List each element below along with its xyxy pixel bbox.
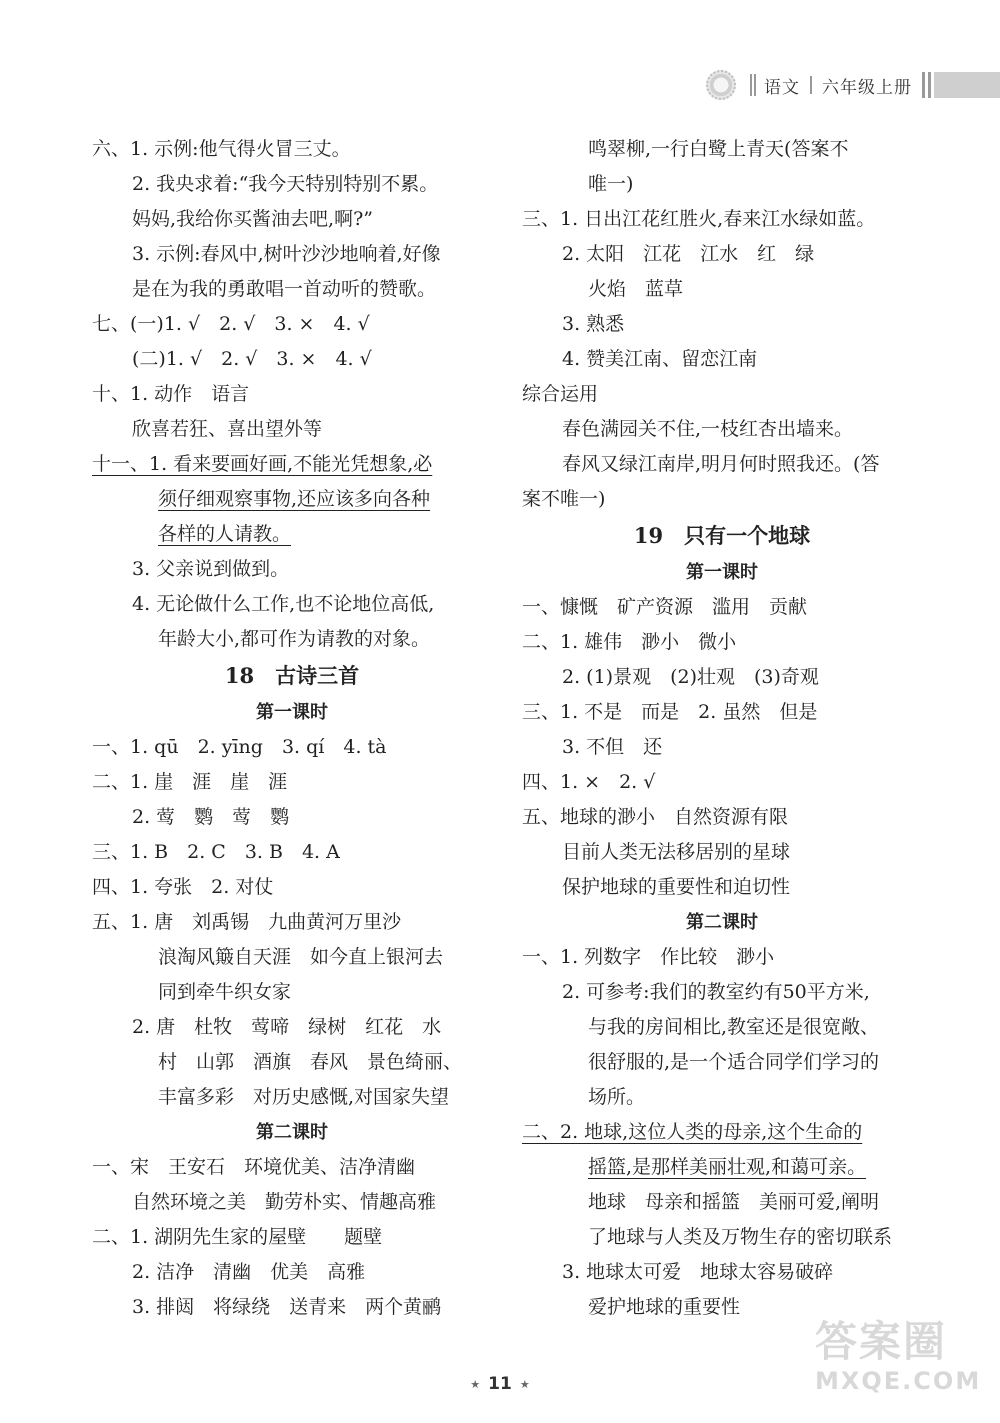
answer-text: 了地球与人类及万物生存的密切联系 [588,1226,893,1248]
answer-line [92,1010,492,1045]
answer-text: 鸣翠柳,一行白鹭上青天(答案不 [588,138,849,160]
header-separator [810,76,812,94]
sun-logo-icon [706,70,736,100]
watermark-top-text: 答案圈 [815,1317,948,1366]
answer-text: 第二课时 [256,1122,328,1143]
answer-text: 年龄大小,都可作为请教的对象。 [158,628,431,650]
answer-line [92,447,492,482]
answer-text: 第二课时 [686,912,758,933]
answer-text: 四、1. 夸张 2. 对仗 [92,876,274,898]
answer-line [92,1185,492,1220]
lesson-title [522,517,922,555]
answer-line [522,695,922,730]
answer-text: 浪淘风簸自天涯 如今直上银河去 [158,946,444,968]
answer-line [92,167,492,202]
answer-text: 同到牵牛织女家 [158,981,292,1003]
answer-text: 保护地球的重要性和迫切性 [562,876,791,898]
answer-text: 二、1. 湖阴先生家的屋壁 题壁 [92,1226,383,1248]
answer-line [92,1080,492,1115]
answer-line [92,765,492,800]
answer-line [522,132,922,167]
answer-line [522,800,922,835]
answer-line [92,1150,492,1185]
answer-text: 2. 太阳 江花 江水 红 绿 [562,243,815,265]
answer-text: 19 只有一个地球 [633,523,811,548]
answer-text: 火焰 蓝草 [588,278,684,300]
answer-line [522,447,922,482]
answer-text: 五、地球的渺小 自然资源有限 [522,806,789,828]
answer-line [522,730,922,765]
answer-line [522,765,922,800]
answer-line [522,307,922,342]
answer-line [92,587,492,622]
answer-line [522,1080,922,1115]
answer-line [522,660,922,695]
answer-line [92,132,492,167]
answer-line [92,905,492,940]
watermark-bottom-text: MXQE.COM [815,1367,982,1395]
answer-text: 3. 不但 还 [562,736,663,758]
answer-text: 一、宋 王安石 环境优美、洁净清幽 [92,1156,416,1178]
answer-line [522,1185,922,1220]
answer-line [92,237,492,272]
answer-line [522,342,922,377]
answer-line [522,412,922,447]
answer-text: 丰富多彩 对历史感慨,对国家失望 [158,1086,450,1108]
answer-line [92,1290,492,1325]
answer-text: 18 古诗三首 [224,663,360,688]
answer-line [92,622,492,657]
answer-text: 自然环境之美 勤劳朴实、情趣高雅 [132,1191,437,1213]
answer-text: 目前人类无法移居别的星球 [562,841,791,863]
answer-text: (二)1. √ 2. √ 3. × 4. √ [132,348,372,370]
answer-text: 春色满园关不住,一枝红杏出墙来。 [562,418,854,440]
answer-text: 三、1. B 2. C 3. B 4. A [92,841,340,863]
answer-text: 四、1. × 2. √ [522,771,656,793]
answer-line [92,307,492,342]
answer-line [92,412,492,447]
answer-text: 场所。 [588,1086,646,1108]
answer-text: 七、(一)1. √ 2. √ 3. × 4. √ [92,313,370,335]
answer-line [92,835,492,870]
watermark-logo [815,1318,995,1418]
answer-line [522,482,922,517]
answer-text: 一、1. 列数字 作比较 渺小 [522,946,775,968]
answer-text: 一、慷慨 矿产资源 滥用 贡献 [522,596,808,618]
section-heading [92,1115,492,1150]
section-heading [522,555,922,590]
answer-line [522,1150,922,1185]
answer-line [92,377,492,412]
answer-line [522,1255,922,1290]
page-number-text: 11 [488,1374,512,1394]
answer-text: 村 山郭 酒旗 春风 景色绮丽、 [158,1051,463,1073]
answer-text: 2. (1)景观 (2)壮观 (3)奇观 [562,666,819,688]
answer-line [92,730,492,765]
answer-line [92,202,492,237]
answer-text: 二、1. 雄伟 渺小 微小 [522,631,737,653]
page-header [706,62,1000,108]
answer-text: 很舒服的,是一个适合同学们学习的 [588,1051,880,1073]
answer-line [92,870,492,905]
answer-text: 3. 排闼 将绿绕 送青来 两个黄鹂 [132,1296,442,1318]
answer-text: 4. 无论做什么工作,也不论地位高低, [132,593,435,615]
answer-text: 案不唯一) [522,488,606,510]
right-column [522,132,922,1325]
answer-line [522,835,922,870]
answer-line [522,590,922,625]
answer-text: 摇篮,是那样美丽壮观,和蔼可亲。 [588,1156,867,1178]
answer-text: 三、1. 不是 而是 2. 虽然 但是 [522,701,818,723]
answer-text: 妈妈,我给你买酱油去吧,啊?” [132,208,373,230]
answer-line [92,1045,492,1080]
answer-line [92,800,492,835]
answer-line [92,552,492,587]
answer-line [522,1045,922,1080]
answer-text: 2. 洁净 清幽 优美 高雅 [132,1261,366,1283]
answer-text: 各样的人请教。 [158,523,292,545]
answer-line [92,272,492,307]
header-grade: 六年级上册 [822,77,912,98]
answer-text: 2. 可参考:我们的教室约有50平方米, [562,981,870,1003]
star-icon: ★ [470,1377,481,1391]
answer-text: 春风又绿江南岸,明月何时照我还。(答 [562,453,880,475]
answer-line [522,870,922,905]
header-band [922,72,1000,98]
answer-text: 2. 唐 杜牧 莺啼 绿树 红花 水 [132,1016,442,1038]
answer-line [92,1255,492,1290]
answer-text: 十一、1. 看来要画好画,不能光凭想象,必 [92,453,433,475]
answer-text: 一、1. qū 2. yīng 3. qí 4. tà [92,736,387,758]
answer-line [522,1220,922,1255]
answer-text: 3. 父亲说到做到。 [132,558,290,580]
answer-text: 二、2. 地球,这位人类的母亲,这个生命的 [522,1121,863,1143]
answer-line [92,940,492,975]
answer-text: 第一课时 [686,562,758,583]
section-heading [92,695,492,730]
answer-text: 2. 我央求着:“我今天特别特别不累。 [132,173,439,195]
answer-line [522,975,922,1010]
answer-line [522,167,922,202]
answer-text: 爱护地球的重要性 [588,1296,741,1318]
answer-text: 唯一) [588,173,634,195]
answer-text: 3. 地球太可爱 地球太容易破碎 [562,1261,834,1283]
answer-line [92,342,492,377]
header-divider [750,74,756,96]
answer-line [522,272,922,307]
answer-text: 欣喜若狂、喜出望外等 [132,418,323,440]
lesson-title [92,657,492,695]
answer-text: 二、1. 崖 涯 崖 涯 [92,771,288,793]
section-heading [522,905,922,940]
answer-line [522,625,922,660]
answer-line [522,1010,922,1045]
star-icon: ★ [519,1377,530,1391]
answer-line [92,517,492,552]
answer-line [522,202,922,237]
answer-text: 是在为我的勇敢唱一首动听的赞歌。 [132,278,437,300]
answer-text: 综合运用 [522,383,599,405]
left-column [92,132,492,1325]
answer-text: 十、1. 动作 语言 [92,383,250,405]
answer-text: 与我的房间相比,教室还是很宽敞、 [588,1016,880,1038]
answer-text: 3. 示例:春风中,树叶沙沙地响着,好像 [132,243,441,265]
answer-text: 须仔细观察事物,还应该多向各种 [158,488,431,510]
answer-text: 3. 熟悉 [562,313,625,335]
answer-line [522,940,922,975]
answer-text: 地球 母亲和摇篮 美丽可爱,阐明 [588,1191,880,1213]
answer-line [92,482,492,517]
answer-text: 六、1. 示例:他气得火冒三丈。 [92,138,351,160]
answer-line [92,975,492,1010]
answer-text: 三、1. 日出江花红胜火,春来江水绿如蓝。 [522,208,876,230]
header-subject: 语文 [764,77,800,98]
answer-text: 2. 莺 鹦 莺 鹦 [132,806,290,828]
answer-text: 4. 赞美江南、留恋江南 [562,348,758,370]
answer-line [522,237,922,272]
answer-line [522,377,922,412]
answer-line [92,1220,492,1255]
answer-text: 第一课时 [256,702,328,723]
answer-line [522,1115,922,1150]
answer-text: 五、1. 唐 刘禹锡 九曲黄河万里沙 [92,911,402,933]
